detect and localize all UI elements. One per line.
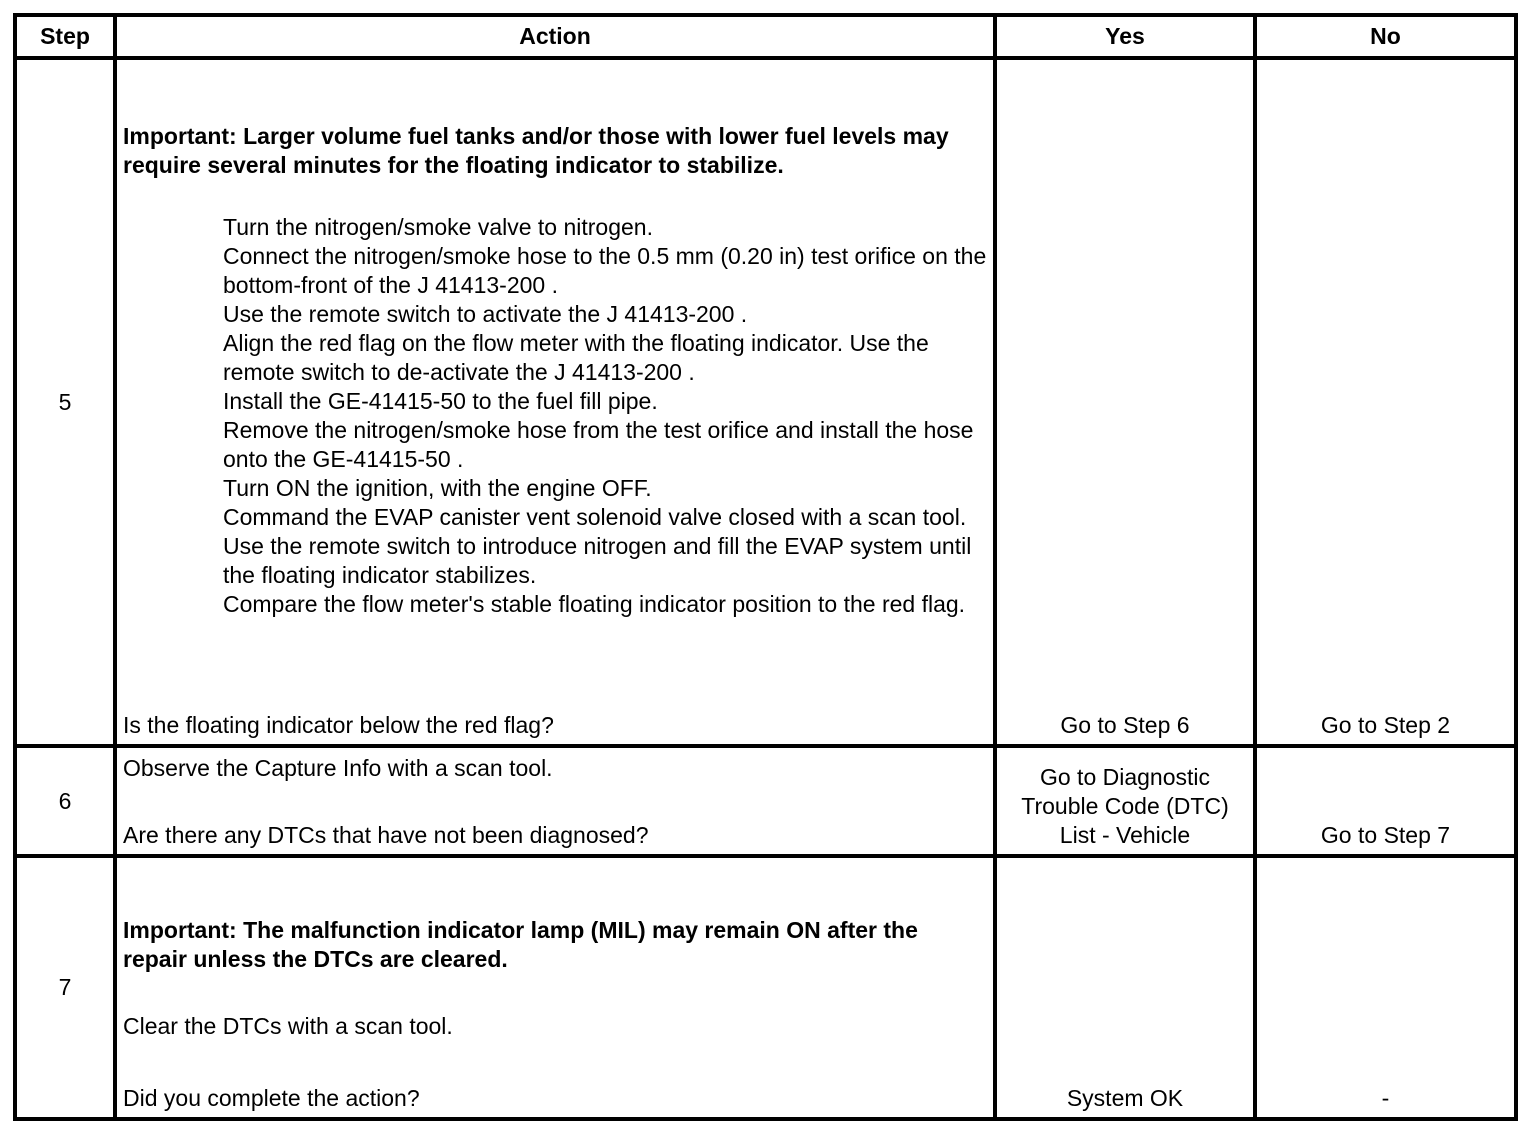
question-text: Did you complete the action? xyxy=(123,1085,420,1111)
instruction-list xyxy=(223,213,993,619)
header-row xyxy=(15,15,1516,58)
important-note: Important: Larger volume fuel tanks and/or those with lower fuel levels may require several minutes for the floating indicator to stabilize. xyxy=(123,123,949,178)
header-yes: Yes xyxy=(995,15,1255,58)
list-item: Connect the nitrogen/smoke hose to the 0.5 mm (0.20 in) test orifice on the bottom-front of the J 41413-200 . xyxy=(223,243,987,298)
list-item: Command the EVAP canister vent solenoid valve closed with a scan tool. xyxy=(223,504,967,530)
list-item: Align the red flag on the flow meter with the floating indicator. Use the remote switch to de-activate the J 41413-200 . xyxy=(223,330,929,385)
yes-line: Trouble Code (DTC) xyxy=(1021,793,1229,819)
list-item: Remove the nitrogen/smoke hose from the test orifice and install the hose onto the GE-41415-50 . xyxy=(223,417,974,472)
list-item: Turn ON the ignition, with the engine OFF. xyxy=(223,475,652,501)
step-number: 5 xyxy=(15,58,115,746)
yes-line: Go to Diagnostic xyxy=(1039,764,1211,790)
yes-answer: Go to Step 6 xyxy=(995,58,1255,746)
header-step: Step xyxy=(15,15,115,58)
action-cell xyxy=(115,58,995,746)
step-number: 7 xyxy=(15,856,115,1119)
table-row xyxy=(15,856,1516,1119)
no-answer: Go to Step 7 xyxy=(1255,746,1516,856)
table-row xyxy=(15,746,1516,856)
observe-text: Observe the Capture Info with a scan tool. xyxy=(123,755,553,781)
table-row xyxy=(15,58,1516,746)
diagnostic-table xyxy=(13,13,1518,1121)
list-item: Turn the nitrogen/smoke valve to nitrogen. xyxy=(223,214,653,240)
no-answer: Go to Step 2 xyxy=(1255,58,1516,746)
action-text: Clear the DTCs with a scan tool. xyxy=(123,1013,453,1039)
action-cell xyxy=(115,856,995,1119)
question-text: Is the floating indicator below the red flag? xyxy=(123,712,554,738)
no-answer: - xyxy=(1255,856,1516,1119)
list-item: Use the remote switch to introduce nitrogen and fill the EVAP system until the floating indicator stabilizes. xyxy=(223,533,972,588)
step-number: 6 xyxy=(15,746,115,856)
header-no: No xyxy=(1255,15,1516,58)
list-item: Install the GE-41415-50 to the fuel fill pipe. xyxy=(223,388,658,414)
action-cell xyxy=(115,746,995,856)
list-item: Use the remote switch to activate the J 41413-200 . xyxy=(223,301,748,327)
question-text: Are there any DTCs that have not been diagnosed? xyxy=(123,822,649,848)
yes-line: List - Vehicle xyxy=(1059,822,1191,848)
yes-answer: System OK xyxy=(995,856,1255,1119)
list-item: Compare the flow meter's stable floating indicator position to the red flag. xyxy=(223,591,966,617)
header-action: Action xyxy=(115,15,995,58)
important-note: Important: The malfunction indicator lamp (MIL) may remain ON after the repair unless the DTCs are cleared. xyxy=(123,917,918,972)
yes-answer xyxy=(995,746,1255,856)
